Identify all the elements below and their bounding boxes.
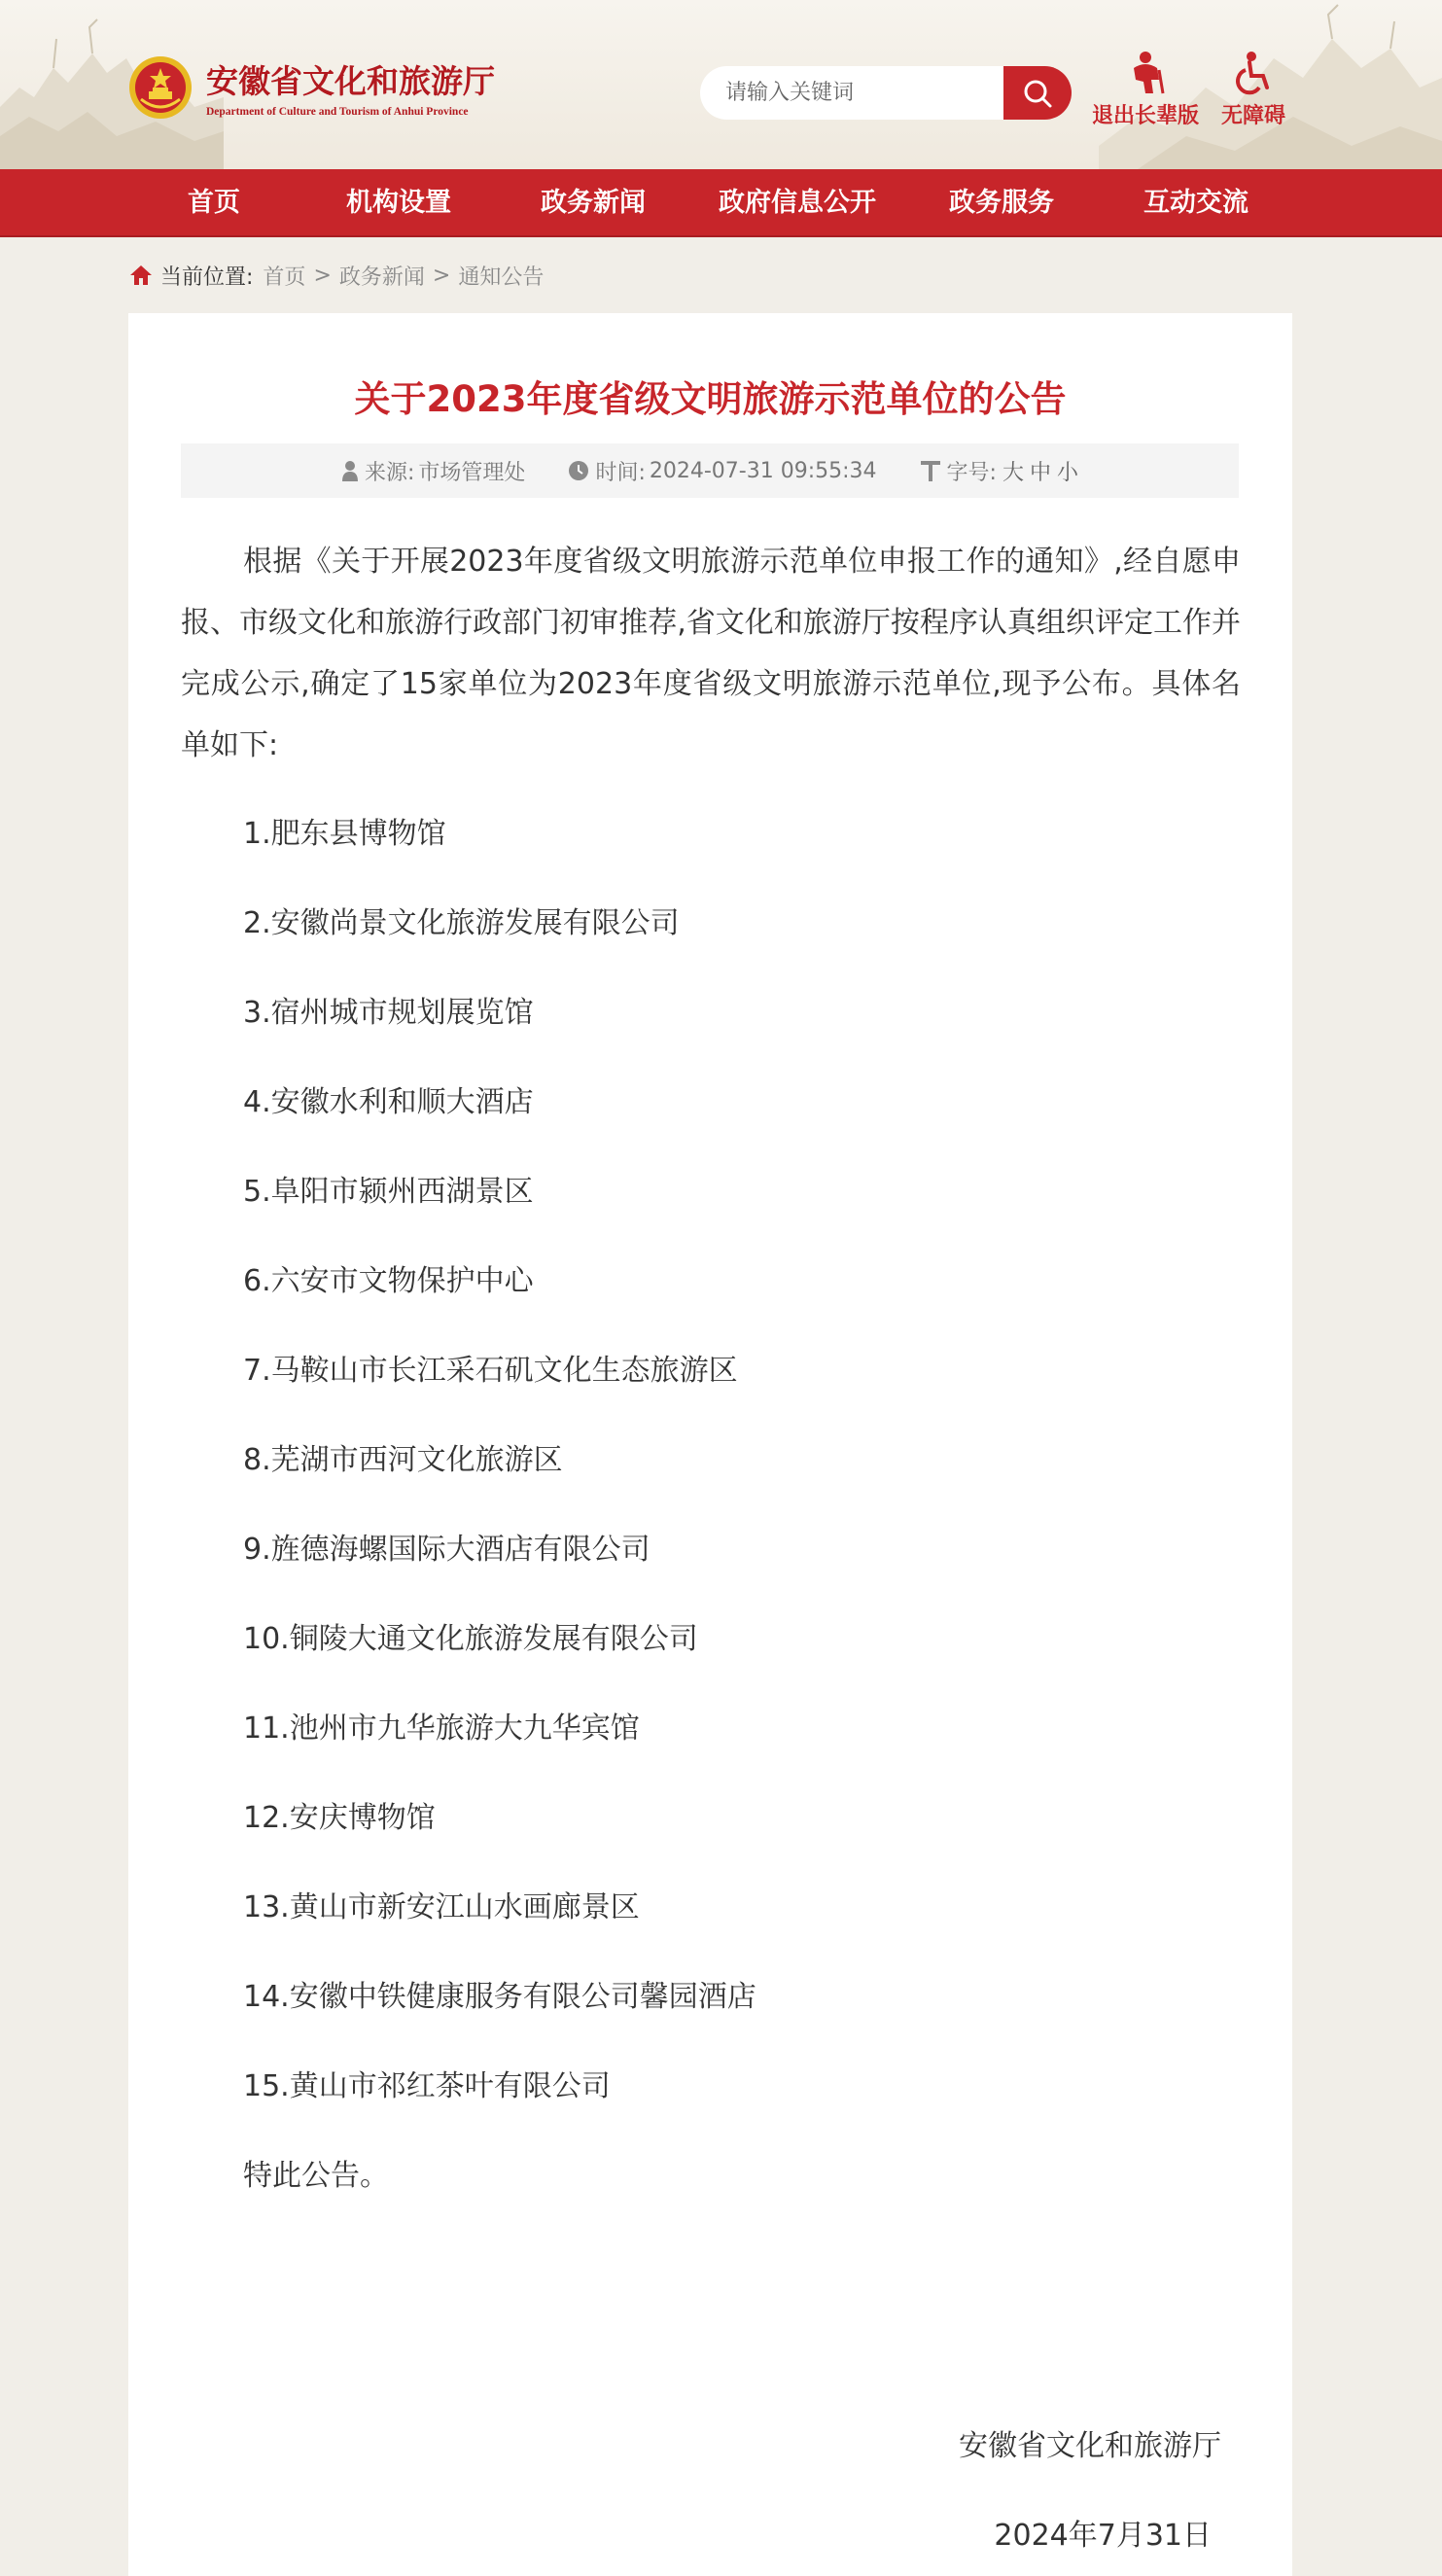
search-button[interactable] [1003, 66, 1072, 120]
list-item: 15.黄山市祁红茶叶有限公司 [243, 2069, 611, 2103]
breadcrumb-item-home[interactable]: 首页 [263, 265, 306, 290]
font-size-small-button[interactable]: 小 [1056, 460, 1078, 485]
list-item: 13.黄山市新安江山水画廊景区 [243, 1890, 640, 1924]
list-item: 8.芜湖市西河文化旅游区 [243, 1443, 563, 1477]
time-label: 时间: [595, 460, 646, 485]
clock-icon [568, 460, 589, 481]
font-size-medium-button[interactable]: 中 [1029, 460, 1051, 485]
article-time [568, 456, 876, 486]
breadcrumb-item-notices[interactable]: 通知公告 [458, 265, 545, 290]
search-box [700, 66, 1003, 120]
list-item: 11.池州市九华旅游大九华宾馆 [243, 1711, 640, 1746]
font-size-label: 字号: [946, 460, 997, 485]
search-icon [1021, 77, 1054, 110]
breadcrumb [129, 261, 544, 290]
list-item: 4.安徽水利和顺大酒店 [243, 1085, 534, 1119]
list-item: 1.肥东县博物馆 [243, 817, 446, 851]
site-title[interactable]: 安徽省文化和旅游厅 [206, 62, 495, 100]
nav-item-news[interactable]: 政务新闻 [541, 188, 646, 218]
home-icon [129, 264, 153, 287]
wheelchair-icon [1234, 51, 1273, 95]
elder-person-icon [1126, 51, 1165, 95]
list-item: 5.阜阳市颍州西湖景区 [243, 1175, 534, 1209]
signature-date: 2024年7月31日 [994, 2519, 1212, 2553]
list-item: 14.安徽中铁健康服务有限公司馨园酒店 [243, 1980, 756, 2014]
nav-item-services[interactable]: 政务服务 [949, 188, 1054, 218]
nav-item-interaction[interactable]: 互动交流 [1143, 188, 1249, 218]
list-item: 3.宿州城市规划展览馆 [243, 996, 534, 1030]
article-source [341, 456, 525, 486]
breadcrumb-item-news[interactable]: 政务新闻 [338, 265, 425, 290]
user-icon [341, 460, 359, 481]
exit-elder-mode-label: 退出长辈版 [1092, 104, 1200, 128]
breadcrumb-label: 当前位置: [160, 265, 254, 290]
article-closing: 特此公告。 [243, 2159, 389, 2193]
nav-item-info-disclosure[interactable]: 政府信息公开 [719, 188, 876, 218]
main-navigation [0, 169, 1442, 237]
site-header [0, 0, 1442, 169]
font-size-control [920, 456, 1078, 486]
list-item: 12.安庆博物馆 [243, 1801, 436, 1835]
national-emblem-logo [127, 54, 193, 121]
accessibility-button[interactable] [1221, 51, 1285, 129]
article-title: 关于2023年度省级文明旅游示范单位的公告 [354, 378, 1067, 420]
list-item: 2.安徽尚景文化旅游发展有限公司 [243, 906, 680, 940]
site-subtitle: Department of Culture and Tourism of Anhui Province [206, 106, 469, 118]
search-input[interactable] [723, 80, 1000, 106]
exit-elder-mode-button[interactable] [1092, 51, 1199, 129]
source-value: 市场管理处 [418, 460, 526, 485]
nav-item-organization[interactable]: 机构设置 [346, 188, 451, 218]
nav-item-home[interactable]: 首页 [188, 188, 240, 218]
text-size-icon [920, 459, 941, 482]
article-meta-bar [181, 443, 1239, 498]
font-size-large-button[interactable]: 大 [1002, 460, 1024, 485]
article-container [128, 313, 1292, 2576]
breadcrumb-separator: > [313, 263, 332, 288]
breadcrumb-separator: > [432, 263, 451, 288]
list-item: 9.旌德海螺国际大酒店有限公司 [243, 1533, 651, 1567]
article-intro-paragraph: 根据《关于开展2023年度省级文明旅游示范单位申报工作的通知》,经自愿申报、市级文化和旅游行政部门初审推荐,省文化和旅游厅按程序认真组织评定工作并完成公示,确定了15家单位为2023年度省级文明旅游示范单位,现予公布。具体名单如下: [181, 545, 1241, 762]
list-item: 6.六安市文物保护中心 [243, 1264, 534, 1298]
signature-organization: 安徽省文化和旅游厅 [959, 2429, 1221, 2463]
time-value: 2024-07-31 09:55:34 [649, 458, 877, 483]
source-label: 来源: [365, 460, 415, 485]
accessibility-label: 无障碍 [1221, 104, 1286, 128]
list-item: 7.马鞍山市长江采石矶文化生态旅游区 [243, 1354, 738, 1388]
list-item: 10.铜陵大通文化旅游发展有限公司 [243, 1622, 698, 1656]
